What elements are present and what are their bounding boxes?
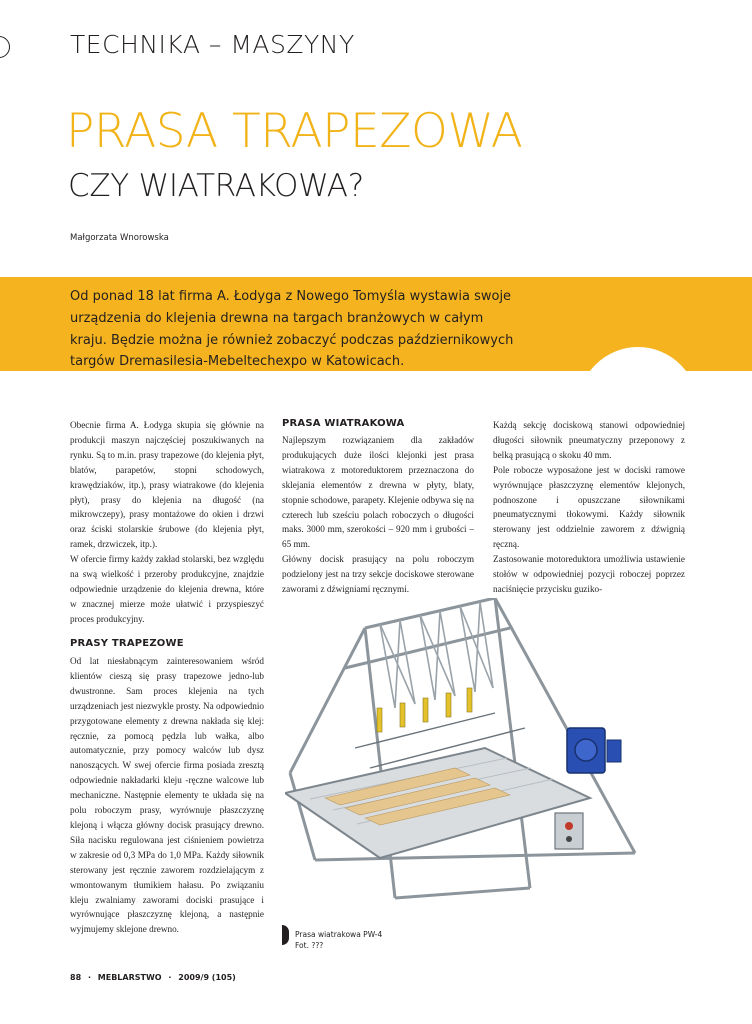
column-2 (282, 433, 474, 597)
footer-separator: · (87, 973, 91, 982)
paragraph: Najlepszym rozwiązaniem dla zakładów produkujących duże ilości klejonki jest prasa wiatrakowa z motoreduktorem przeznaczona do sklejania elementów z drewna w płyty, blaty, stopnie schodowe, parapety. Klejenie odbywa się na czterech lub sześciu polach roboczych o długości maks. 3000 mm, szerokości – 920 mm i grubości – 65 mm. (282, 435, 474, 550)
caption-credit: Fot. ??? (295, 941, 324, 950)
press-photo (285, 598, 645, 908)
caption-marker (282, 925, 289, 945)
subhead-prasa-wiatrakowa: PRASA WIATRAKOWA (282, 418, 405, 429)
page-number: 88 (70, 973, 82, 982)
paragraph: Zastosowanie motoreduktora umożliwia ustawienie stołów w odpowiedniej pozycji roboczej poprzez naciśnięcie przycisku guziko- (493, 554, 685, 594)
caption-text: Prasa wiatrakowa PW-4 (295, 930, 383, 939)
page-edge-mark (0, 36, 10, 58)
column-3 (493, 418, 685, 597)
section-header: TECHNIKA – MASZYNY (70, 30, 355, 59)
column-1 (70, 418, 264, 627)
page-footer (70, 973, 236, 982)
paragraph: Główny docisk prasujący na polu roboczym podzielony jest na trzy sekcje dociskowe sterowane zaworami z dźwigniami ręcznymi. (282, 554, 474, 595)
lead-band-circle (578, 347, 698, 371)
issue-number: 2009/9 (105) (178, 973, 236, 982)
paragraph: Od lat niesłabnącym zainteresowaniem wśród klientów cieszą się prasy trapezowe jedno-lub dwustronne. Sam proces klejenia na tych urządzeniach jest niezwykle prosty. Na odpowiednio przygotowane elementy z drewna nakłada się klej: ręcznie, za pomocą pędzla lub wałka, albo automatycznie, przy pomocy walców lub dysz nanoszących. W swej ofercie firma posiada zresztą odpowiednie nakładarki kleju -ręczne walcowe lub mechaniczne. Następnie elementy te układa się na polu roboczym prasy, wyrównuje płaszczyznę klejoną i włącza główny docisk prasujący drewno. Siła nacisku regulowana jest ciśnieniem powietrza w zakresie od 0,3 MPa do 1,0 MPa. Każdy siłownik sterowany jest ręcznie zaworem rozdzielającym z wmontowanym tłumikiem hałasu. Po związaniu kleju zwalniamy zaworami dociski prasujące i wyrównujące płaszczyznę klejoną, a następnie wyjmujemy sklejone drewno. (70, 656, 264, 935)
article-author: Małgorzata Wnorowska (70, 233, 169, 243)
photo-caption (295, 929, 382, 951)
article-subtitle: CZY WIATRAKOWA? (68, 168, 364, 204)
lead-band (0, 277, 752, 371)
footer-separator: · (168, 973, 172, 982)
paragraph: Każdą sekcję dociskową stanowi odpowiedniej długości siłownik pneumatyczny przeponowy z belką prasującą o skoku 40 mm. (493, 420, 685, 460)
paragraph: W ofercie firmy każdy zakład stolarski, bez względu na swą wielkość i przeroby produkcyjne, znajdzie odpowiednie urządzenie do klejenia drewna, które w znacznej mierze może ułatwić i przyspieszyć proces produkcyjny. (70, 554, 264, 624)
paragraph: Obecnie firma A. Łodyga skupia się głównie na produkcji maszyn najczęściej poszukiwanych na rynku. Są to m.in. prasy trapezowe (do klejenia płyt, blatów, parapetów, stopni schodowych, krawędziaków, itp.), prasy wiatrakowe (do klejenia płyt), prasy do klejenia na długość (na mikrowczepy), prasy montażowe do okien i drzwi oraz ściski stolarskie śrubowe (do klejenia płyt, ramek, drzwiczek, itp.). (70, 420, 264, 550)
lead-paragraph: Od ponad 18 lat firma A. Łodyga z Nowego Tomyśla wystawia swoje urządzenia do klejenia drewna na targach branżowych w całym kraju. Będzie można je również zobaczyć podczas październikowych targów Dremasilesia-Mebeltechexpo w Katowicach. (70, 289, 514, 370)
column-1-continued (70, 654, 264, 937)
paragraph: Pole robocze wyposażone jest w dociski ramowe wyrównujące płaszczyznę elementów klejonych, podnoszone i opuszczane siłownikami pneumatycznymi tłokowymi. Każdy siłownik sterowany jest oddzielnie zaworem z dźwignią ręczną. (493, 464, 685, 550)
article-title: PRASA TRAPEZOWA (66, 104, 523, 159)
subhead-prasy-trapezowe: PRASY TRAPEZOWE (70, 638, 184, 649)
magazine-name: MEBLARSTWO (97, 973, 162, 982)
